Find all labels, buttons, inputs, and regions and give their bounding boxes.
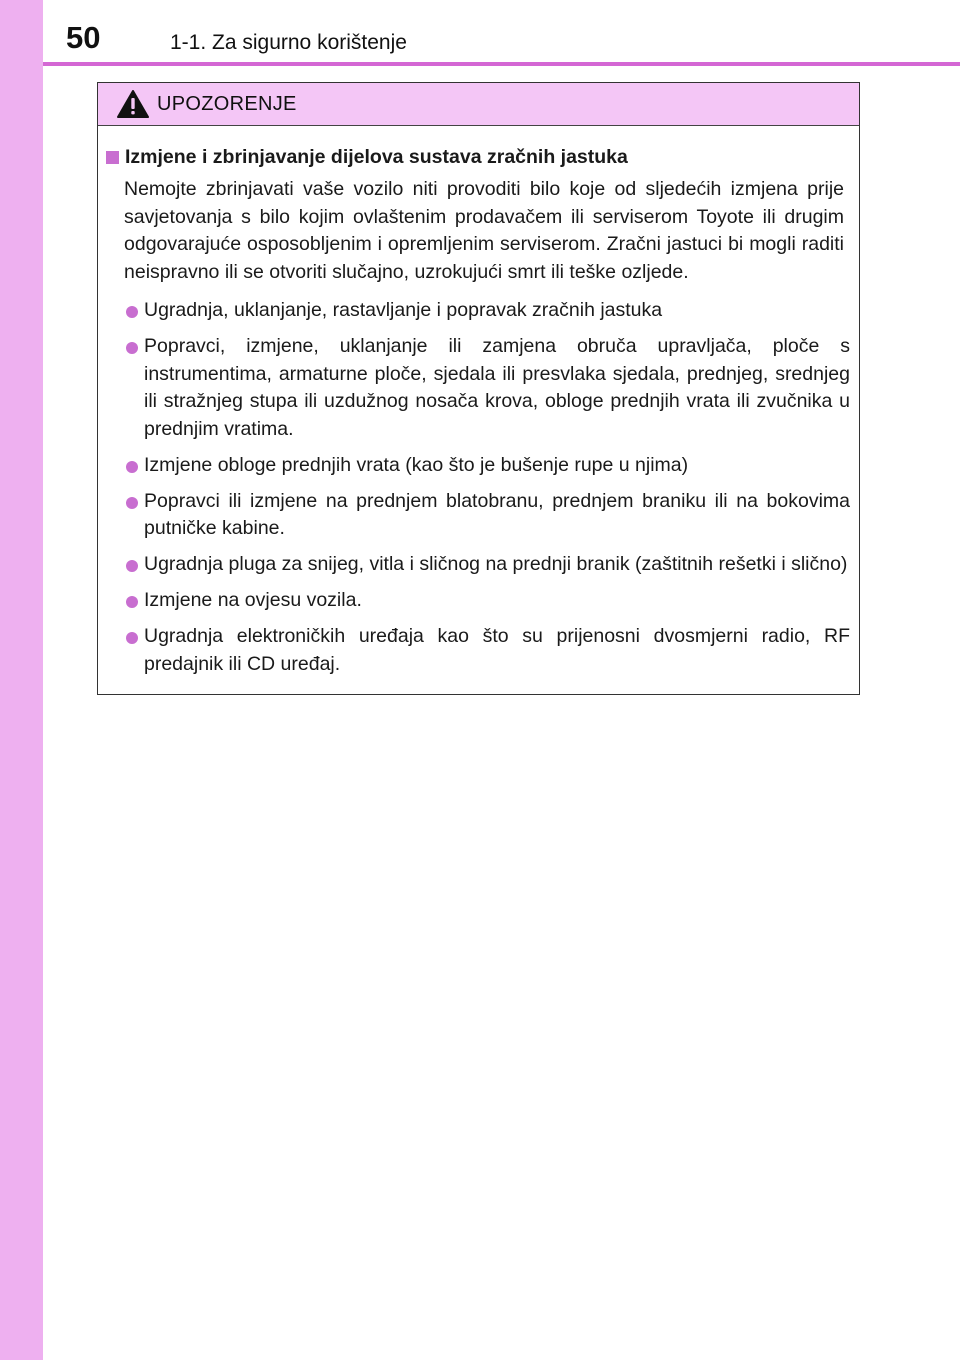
warning-intro: Nemojte zbrinjavati vaše vozilo niti provoditi bilo koje od sljedećih izmjena prije savjetovanja s bilo kojim ovlaštenim prodavačem ili serviserom Toyote ili drugim odgovarajuće osposobljenim i opremljenim serviserom. Zračni jastuci bi mogli raditi neispravno ili se otvoriti slučajno, uzrokujući smrt ili teške ozljede. xyxy=(124,178,844,283)
list-item: Popravci ili izmjene na prednjem blatobranu, prednjem braniku ili na bokovima putničke kabine. xyxy=(106,488,850,543)
section-title: 1-1. Za sigurno korištenje xyxy=(170,31,407,54)
warning-label: UPOZORENJE xyxy=(157,93,297,115)
warning-triangle-icon xyxy=(116,89,150,119)
list-item: Izmjene na ovjesu vozila. xyxy=(106,587,850,615)
warning-subheading xyxy=(106,144,850,170)
subheading-text: Izmjene i zbrinjavanje dijelova sustava zračnih jastuka xyxy=(125,146,628,168)
warning-box xyxy=(97,82,860,695)
list-item: Ugradnja elektroničkih uređaja kao što su prijenosni dvosmjerni radio, RF predajnik ili CD uređaj. xyxy=(106,623,850,678)
list-item: Ugradnja pluga za snijeg, vitla i sličnog na prednji branik (zaštitnih rešetki i slično) xyxy=(106,551,850,579)
warning-list xyxy=(106,297,850,678)
bullet-dot-icon xyxy=(126,461,138,473)
bullet-dot-icon xyxy=(126,596,138,608)
list-item: Ugradnja, uklanjanje, rastavljanje i popravak zračnih jastuka xyxy=(106,297,850,325)
page-number: 50 xyxy=(66,20,101,55)
bullet-dot-icon xyxy=(126,342,138,354)
bullet-dot-icon xyxy=(126,632,138,644)
list-item: Izmjene obloge prednjih vrata (kao što je bušenje rupe u njima) xyxy=(106,452,850,480)
square-bullet-icon xyxy=(106,151,119,164)
warning-header xyxy=(98,83,859,126)
list-item: Popravci, izmjene, uklanjanje ili zamjena obruča upravljača, ploče s instrumentima, armaturne ploče, sjedala ili presvlaka sjedala, prednjeg, srednjeg ili stražnjeg stupa ili uzdužnog nosača krova, obloge prednjih vrata ili zvučnika u prednjim vratima. xyxy=(106,333,850,443)
bullet-dot-icon xyxy=(126,560,138,572)
side-color-bar xyxy=(0,0,43,1360)
warning-body xyxy=(98,126,859,678)
bullet-dot-icon xyxy=(126,497,138,509)
header-divider xyxy=(43,62,960,66)
bullet-dot-icon xyxy=(126,306,138,318)
